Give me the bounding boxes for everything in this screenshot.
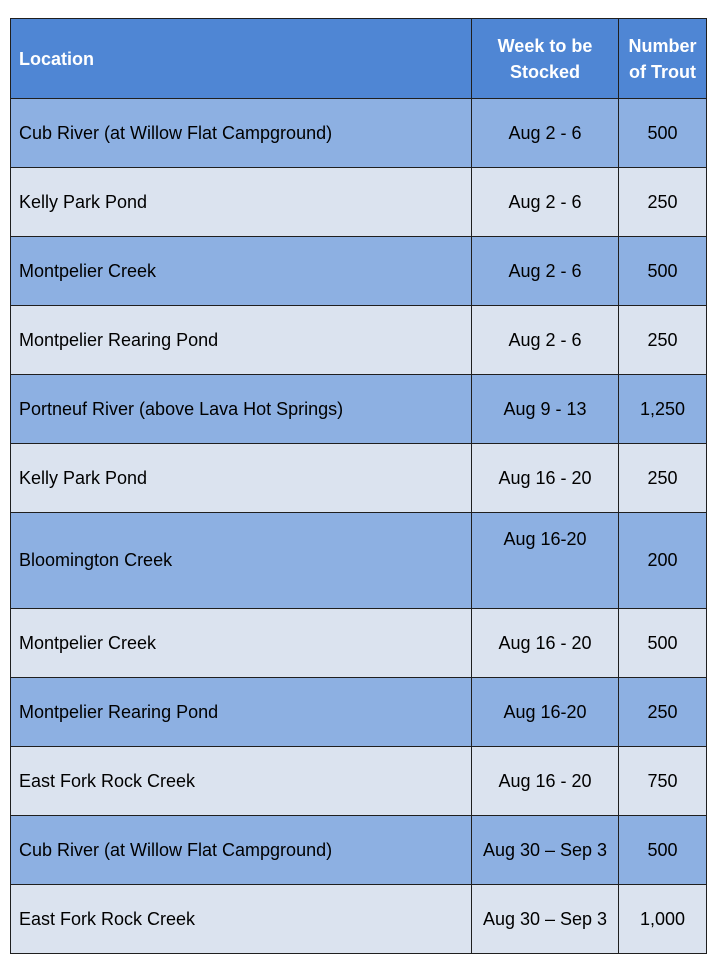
number-cell: 250 (619, 444, 707, 513)
week-cell: Aug 30 – Sep 3 (472, 816, 619, 885)
number-cell: 250 (619, 168, 707, 237)
week-cell: Aug 2 - 6 (472, 237, 619, 306)
table-header-row (11, 19, 707, 99)
column-header-number: Number of Trout (619, 19, 707, 99)
table-row (11, 885, 707, 954)
number-cell: 200 (619, 513, 707, 609)
week-cell: Aug 16-20 (472, 678, 619, 747)
week-cell: Aug 9 - 13 (472, 375, 619, 444)
table-row (11, 375, 707, 444)
location-cell: Kelly Park Pond (11, 168, 472, 237)
number-cell: 500 (619, 99, 707, 168)
table-row (11, 99, 707, 168)
location-cell: East Fork Rock Creek (11, 885, 472, 954)
column-header-week: Week to be Stocked (472, 19, 619, 99)
table-row (11, 609, 707, 678)
table-row (11, 306, 707, 375)
week-cell: Aug 30 – Sep 3 (472, 885, 619, 954)
week-cell: Aug 16 - 20 (472, 747, 619, 816)
location-cell: Montpelier Rearing Pond (11, 678, 472, 747)
week-cell: Aug 2 - 6 (472, 168, 619, 237)
table-row (11, 816, 707, 885)
location-cell: Bloomington Creek (11, 513, 472, 609)
week-cell: Aug 16 - 20 (472, 444, 619, 513)
number-cell: 500 (619, 609, 707, 678)
week-cell: Aug 16-20 (472, 513, 619, 609)
number-cell: 750 (619, 747, 707, 816)
table-row (11, 747, 707, 816)
table-row (11, 237, 707, 306)
location-cell: Portneuf River (above Lava Hot Springs) (11, 375, 472, 444)
number-cell: 500 (619, 237, 707, 306)
number-cell: 250 (619, 306, 707, 375)
location-cell: Kelly Park Pond (11, 444, 472, 513)
location-cell: Cub River (at Willow Flat Campground) (11, 816, 472, 885)
location-cell: Cub River (at Willow Flat Campground) (11, 99, 472, 168)
week-cell: Aug 16 - 20 (472, 609, 619, 678)
table-row (11, 678, 707, 747)
table-row (11, 444, 707, 513)
column-header-location: Location (11, 19, 472, 99)
location-cell: Montpelier Creek (11, 237, 472, 306)
table-row (11, 168, 707, 237)
table-row (11, 513, 707, 609)
number-cell: 500 (619, 816, 707, 885)
trout-stocking-table (10, 18, 707, 954)
number-cell: 250 (619, 678, 707, 747)
location-cell: Montpelier Rearing Pond (11, 306, 472, 375)
number-cell: 1,000 (619, 885, 707, 954)
number-cell: 1,250 (619, 375, 707, 444)
week-cell: Aug 2 - 6 (472, 306, 619, 375)
location-cell: East Fork Rock Creek (11, 747, 472, 816)
week-cell: Aug 2 - 6 (472, 99, 619, 168)
location-cell: Montpelier Creek (11, 609, 472, 678)
